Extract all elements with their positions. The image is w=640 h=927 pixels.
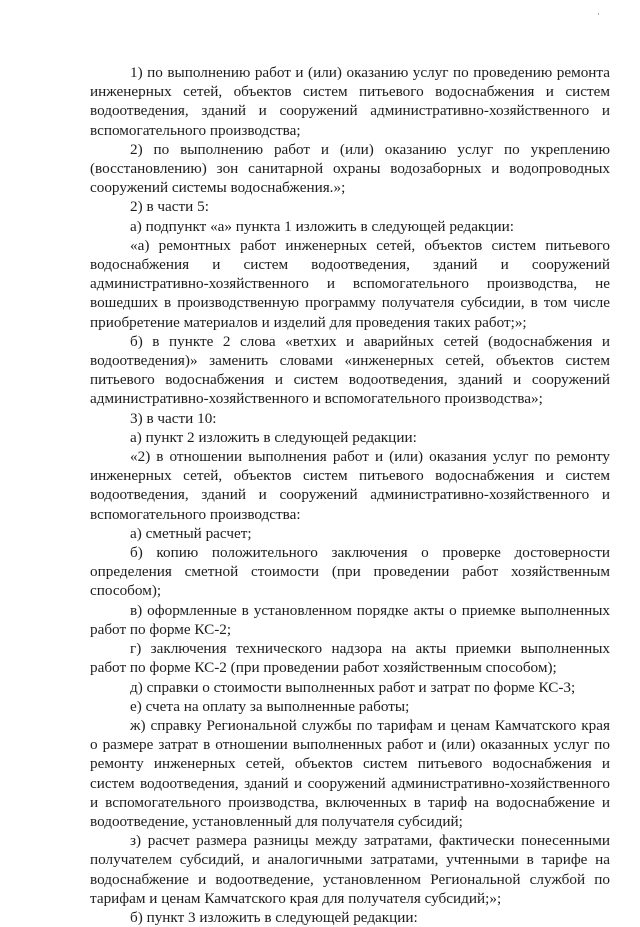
paragraph-9: «2) в отношении выполнения работ и (или) оказания услуг по ремонту инженерных сетей, объектов систем питьевого водоснабжения и систем водоотведения, зданий и сооружений административно-хозяйственного и вспомогательного производства: [90, 448, 610, 523]
paragraph-10: а) сметный расчет; [130, 524, 252, 542]
paragraph-12: в) оформленные в установленном порядке акты о приемке выполненных работ по форме КС-2; [90, 601, 610, 638]
paragraph-2: 2) по выполнению работ и (или) оказанию услуг по укреплению (восстановлению) зон санитарной охраны водозаборных и водопроводных сооружений системы водоснабжения.»; [90, 140, 610, 197]
paragraph-15: е) счета на оплату за выполненные работы; [130, 697, 410, 715]
scan-artifact-mark: · [597, 10, 600, 20]
paragraph-11: б) копию положительного заключения о проверке достоверности определения сметной стоимости (при проведении работ хозяйственным способом); [90, 544, 610, 600]
paragraph-4: а) подпункт «а» пункта 1 изложить в следующей редакции: [130, 217, 514, 235]
paragraph-17: з) расчет размера разницы между затратами, фактически понесенными получателем субсидий, и аналогичными затратами, учтенными в тарифе на водоснабжение и водоотведение, установленном Региональной службой по тарифам и ценам Камчатского края для получателя субсидий;»; [90, 832, 610, 907]
paragraph-7: 3) в части 10: [130, 409, 217, 427]
document-body [90, 63, 610, 927]
paragraph-16: ж) справку Региональной службы по тарифам и ценам Камчатского края о размере затрат в отношении выполненных работ и (или) оказанных услуг по ремонту инженерных сетей, объектов систем питьевого водоснабжения и систем водоотведения, зданий и сооружений административно-хозяйственного и вспомогательного производства, включенных в тариф на водоснабжение и водоотведение, установленный для получателя субсидий; [90, 716, 610, 830]
paragraph-3: 2) в части 5: [130, 198, 209, 216]
paragraph-8: а) пункт 2 изложить в следующей редакции: [130, 428, 417, 446]
paragraph-5: «а) ремонтных работ инженерных сетей, объектов систем питьевого водоснабжения и систем водоотведения, зданий и сооружений административно-хозяйственного и вспомогательного производства, не вошедших в производственную программу получателя субсидии, в том числе приобретение материалов и изделий для проведения таких работ;»; [90, 236, 610, 331]
paragraph-18: б) пункт 3 изложить в следующей редакции: [130, 908, 418, 926]
paragraph-1: 1) по выполнению работ и (или) оказанию услуг по проведению ремонта инженерных сетей, объектов систем питьевого водоснабжения и систем водоотведения, зданий и сооружений административно-хозяйственного и вспомогательного производства; [90, 64, 610, 139]
paragraph-6: б) в пункте 2 слова «ветхих и аварийных сетей (водоснабжения и водоотведения)» заменить словами «инженерных сетей, объектов систем питьевого водоснабжения и систем водоотведения, зданий и сооружений административно-хозяйственного и вспомогательного производства»; [90, 332, 610, 408]
paragraph-14: д) справки о стоимости выполненных работ и затрат по форме КС-3; [130, 678, 576, 696]
paragraph-13: г) заключения технического надзора на акты приемки выполненных работ по форме КС-2 (при проведении работ хозяйственным способом); [90, 640, 610, 677]
